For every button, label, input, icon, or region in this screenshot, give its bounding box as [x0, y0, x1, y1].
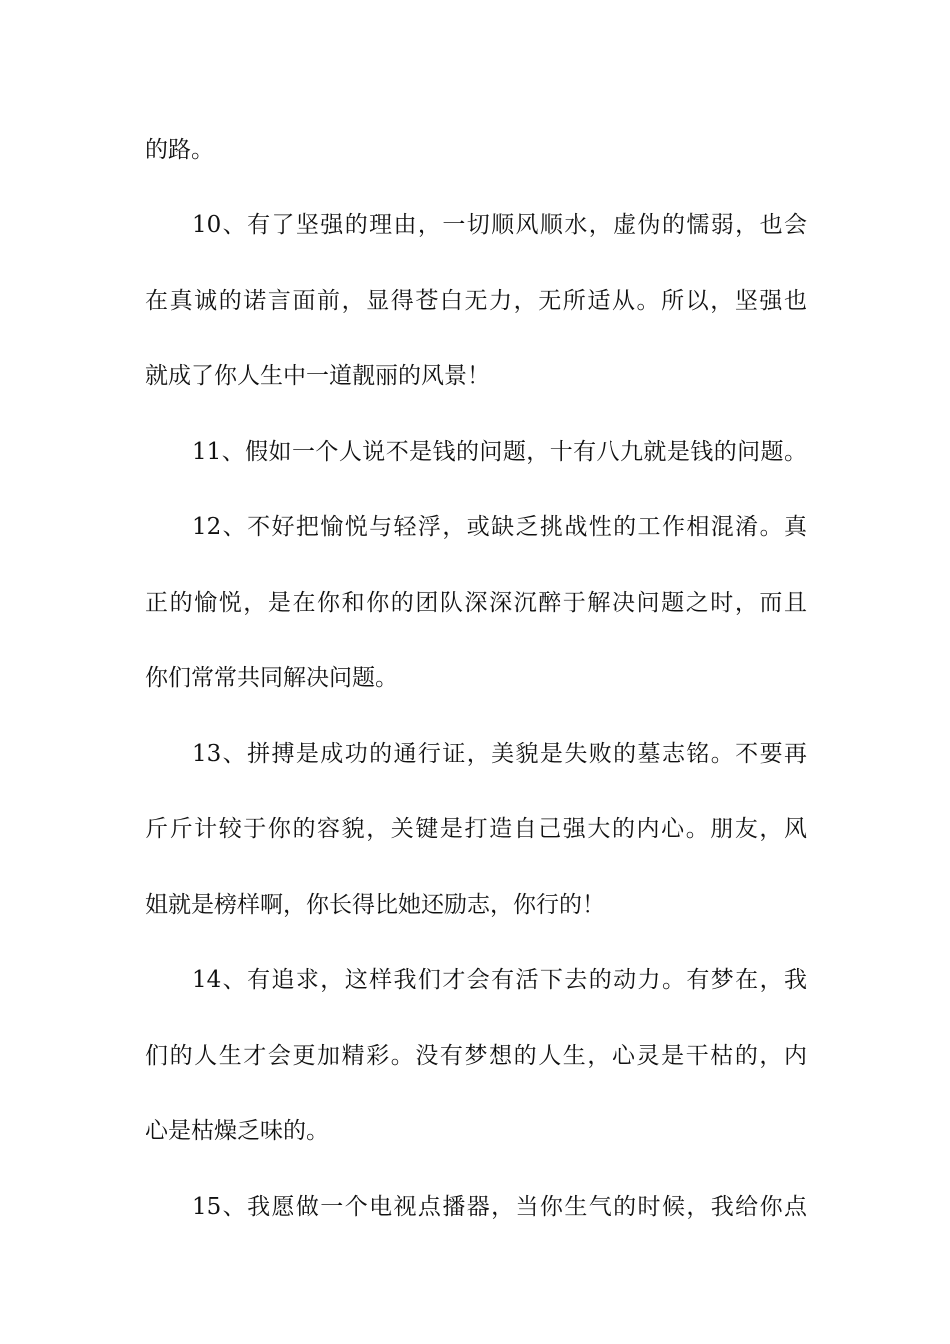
- text-line: 你们常常共同解决问题。: [145, 665, 398, 691]
- text-line: 13、拼搏是成功的通行证，美貌是失败的墓志铭。不要再: [192, 741, 807, 767]
- text-line: 15、我愿做一个电视点播器，当你生气的时候，我给你点: [192, 1194, 807, 1220]
- text-line: 心是枯燥乏味的。: [145, 1118, 329, 1144]
- text-line: 们的人生才会更加精彩。没有梦想的人生，心灵是干枯的，内: [145, 1043, 807, 1069]
- text-line: 14、有追求，这样我们才会有活下去的动力。有梦在，我: [192, 967, 807, 993]
- text-line: 在真诚的诺言面前，显得苍白无力，无所适从。所以，坚强也: [145, 288, 807, 314]
- text-line: 10、有了坚强的理由，一切顺风顺水，虚伪的懦弱，也会: [192, 212, 807, 238]
- text-line: 11、假如一个人说不是钱的问题，十有八九就是钱的问题。: [192, 439, 807, 465]
- text-line: 就成了你人生中一道靓丽的风景！: [145, 363, 490, 389]
- text-line: 的路。: [145, 137, 214, 163]
- text-line: 正的愉悦，是在你和你的团队深深沉醉于解决问题之时，而且: [145, 590, 807, 616]
- text-line: 斤斤计较于你的容貌，关键是打造自己强大的内心。朋友，风: [145, 816, 807, 842]
- text-line: 姐就是榜样啊，你长得比她还励志，你行的！: [145, 892, 605, 918]
- text-line: 12、不好把愉悦与轻浮，或缺乏挑战性的工作相混淆。真: [192, 514, 807, 540]
